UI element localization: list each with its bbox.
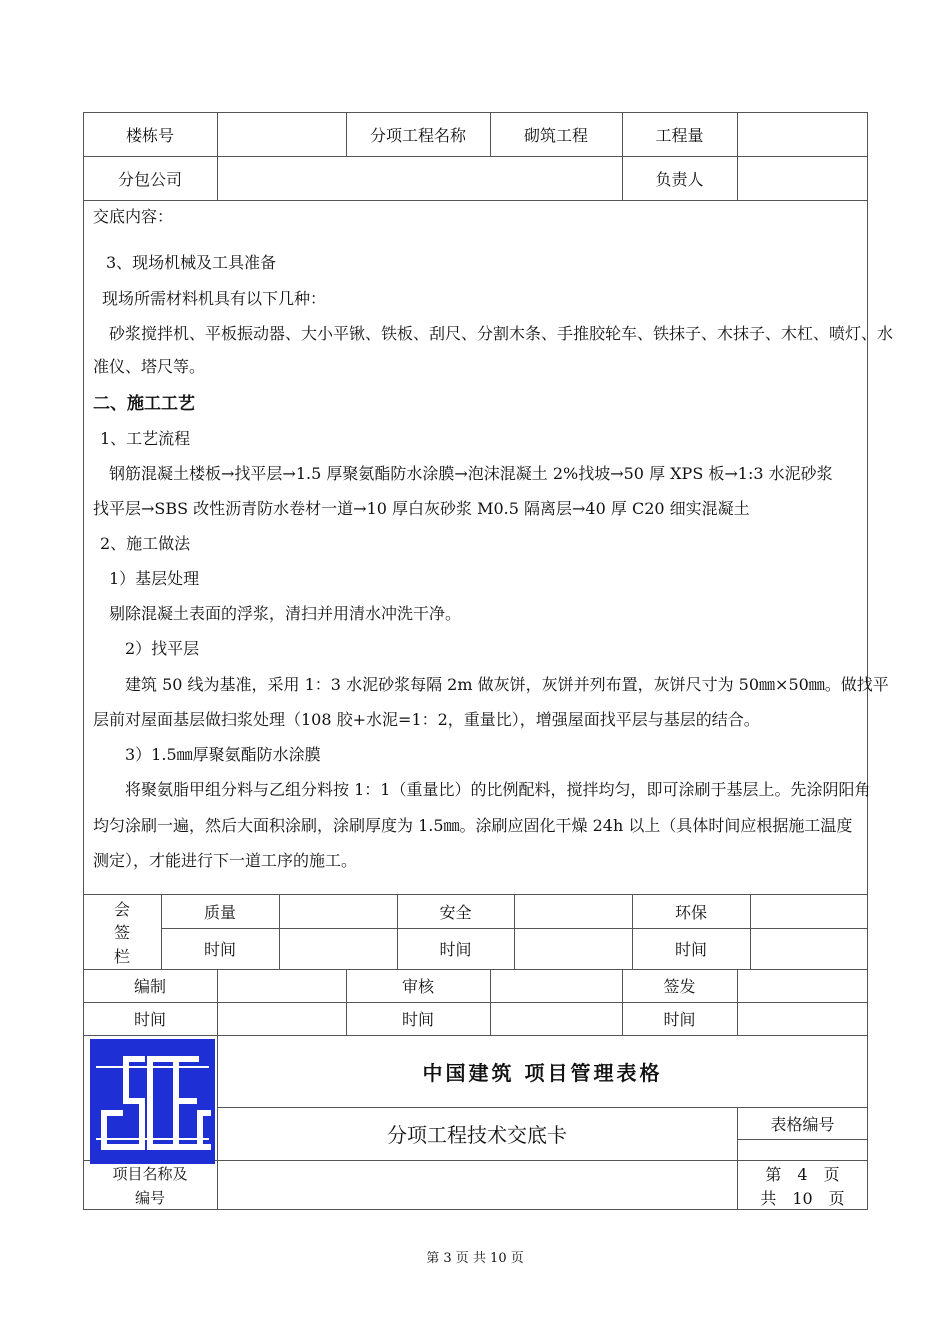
content-para-11: 3）1.5㎜厚聚氨酯防水涂膜	[125, 745, 321, 764]
compile-label: 编制	[133, 977, 166, 996]
quantity-label: 工程量	[655, 125, 704, 145]
project-value[interactable]	[217, 1160, 737, 1210]
form-no-label: 表格编号	[770, 1114, 835, 1134]
page-current: 第 4 页	[765, 1164, 840, 1184]
review-time-field[interactable]	[490, 1002, 622, 1035]
environment-time-field[interactable]	[750, 928, 868, 969]
form-no-value[interactable]	[737, 1139, 868, 1160]
environment-time-label: 时间	[674, 940, 707, 959]
content-para-10-line-2: 层前对屋面基层做扫浆处理（108 胶+水泥=1：2，重量比），增强屋面找平层与基层的结合。	[93, 710, 760, 729]
safety-sign-field[interactable]	[514, 894, 632, 928]
safety-time-field[interactable]	[514, 928, 632, 969]
content-para-7: 1）基层处理	[109, 569, 200, 588]
issue-label: 签发	[663, 977, 696, 996]
issue-time-field[interactable]	[737, 1002, 868, 1035]
quality-time-label: 时间	[203, 940, 236, 959]
environment-sign-field[interactable]	[750, 894, 868, 928]
review-time-label: 时间	[401, 1010, 434, 1029]
content-para-3-line-1: 砂浆搅拌机、平板振动器、大小平锹、铁板、刮尺、分割木条、手推胶轮车、铁抹子、木抹子、木杠、喷灯、水	[109, 324, 894, 343]
page-footer: 第 3 页 共 10 页	[426, 1250, 524, 1266]
person-value[interactable]	[737, 156, 868, 200]
quality-time-field[interactable]	[279, 928, 397, 969]
issue-field[interactable]	[737, 969, 868, 1002]
cscec-logo	[90, 1039, 215, 1164]
content-para-4: 1、工艺流程	[100, 429, 191, 448]
signoff-label-char-2: 签	[113, 922, 130, 942]
person-label: 负责人	[655, 169, 704, 189]
safety-time-label: 时间	[439, 940, 472, 959]
compile-time-label: 时间	[133, 1010, 166, 1029]
building-value[interactable]	[217, 112, 346, 156]
compile-time-field[interactable]	[217, 1002, 346, 1035]
environment-label: 环保	[674, 902, 707, 922]
cscec-logo-icon	[90, 1039, 215, 1164]
signoff-label-char-3: 栏	[113, 946, 130, 966]
content-para-5-line-2: 找平层→SBS 改性沥青防水卷材一道→10 厚白灰砂浆 M0.5 隔离层→40 厚 C20 细实混凝土	[93, 499, 750, 518]
header-bottom-line	[83, 200, 868, 201]
content-para-3-line-2: 准仪、塔尺等。	[93, 357, 206, 376]
project-label-line-2: 编号	[134, 1188, 165, 1207]
item-name-label: 分项工程名称	[369, 125, 466, 145]
review-label: 审核	[401, 977, 434, 996]
content-para-8: 剔除混凝土表面的浮浆，清扫并用清水冲洗干净。	[109, 604, 462, 623]
content-para-12-line-1: 将聚氨脂甲组分料与乙组分料按 1：1（重量比）的比例配料，搅拌均匀，即可涂刷于基层上。先涂阴阳角	[125, 780, 871, 799]
content-para-1: 3、现场机械及工具准备	[106, 253, 277, 272]
review-field[interactable]	[490, 969, 622, 1002]
content-para-12-line-3: 测定），才能进行下一道工序的施工。	[93, 851, 358, 870]
issue-time-label: 时间	[663, 1010, 696, 1029]
quality-sign-field[interactable]	[279, 894, 397, 928]
content-para-6: 2、施工做法	[100, 534, 191, 553]
content-para-12-line-2: 均匀涂刷一遍，然后大面积涂刷，涂刷厚度为 1.5㎜。涂刷应固化干燥 24h 以上（具体时间应根据施工温度	[93, 816, 853, 835]
quantity-value[interactable]	[737, 112, 868, 156]
content-para-5-line-1: 钢筋混凝土楼板→找平层→1.5 厚聚氨酯防水涂膜→泡沫混凝土 2%找坡→50 厚 XPS 板→1:3 水泥砂浆	[109, 464, 833, 483]
building-label: 楼栋号	[125, 125, 174, 145]
subcontractor-label: 分包公司	[117, 169, 182, 189]
quality-label: 质量	[203, 902, 236, 922]
compile-field[interactable]	[217, 969, 346, 1002]
content-heading: 交底内容：	[93, 207, 174, 226]
company-title: 中国建筑 项目管理表格	[422, 1060, 663, 1085]
item-name-value[interactable]: 砌筑工程	[523, 125, 588, 145]
content-para-2: 现场所需材料机具有以下几种：	[102, 289, 327, 308]
safety-label: 安全	[439, 902, 472, 922]
form-title: 分项工程技术交底卡	[387, 1123, 567, 1147]
page-total: 共 10 页	[760, 1188, 845, 1208]
content-para-9: 2）找平层	[125, 639, 200, 658]
project-label-line-1: 项目名称及	[112, 1164, 188, 1183]
subcontractor-value[interactable]	[217, 156, 622, 200]
signoff-label-char-1: 会	[113, 899, 130, 919]
section-title-2: 二、施工工艺	[93, 394, 195, 414]
content-para-10-line-1: 建筑 50 线为基准，采用 1：3 水泥砂浆每隔 2m 做灰饼，灰饼并列布置，灰饼尺寸为 50㎜×50㎜。做找平	[125, 675, 889, 694]
